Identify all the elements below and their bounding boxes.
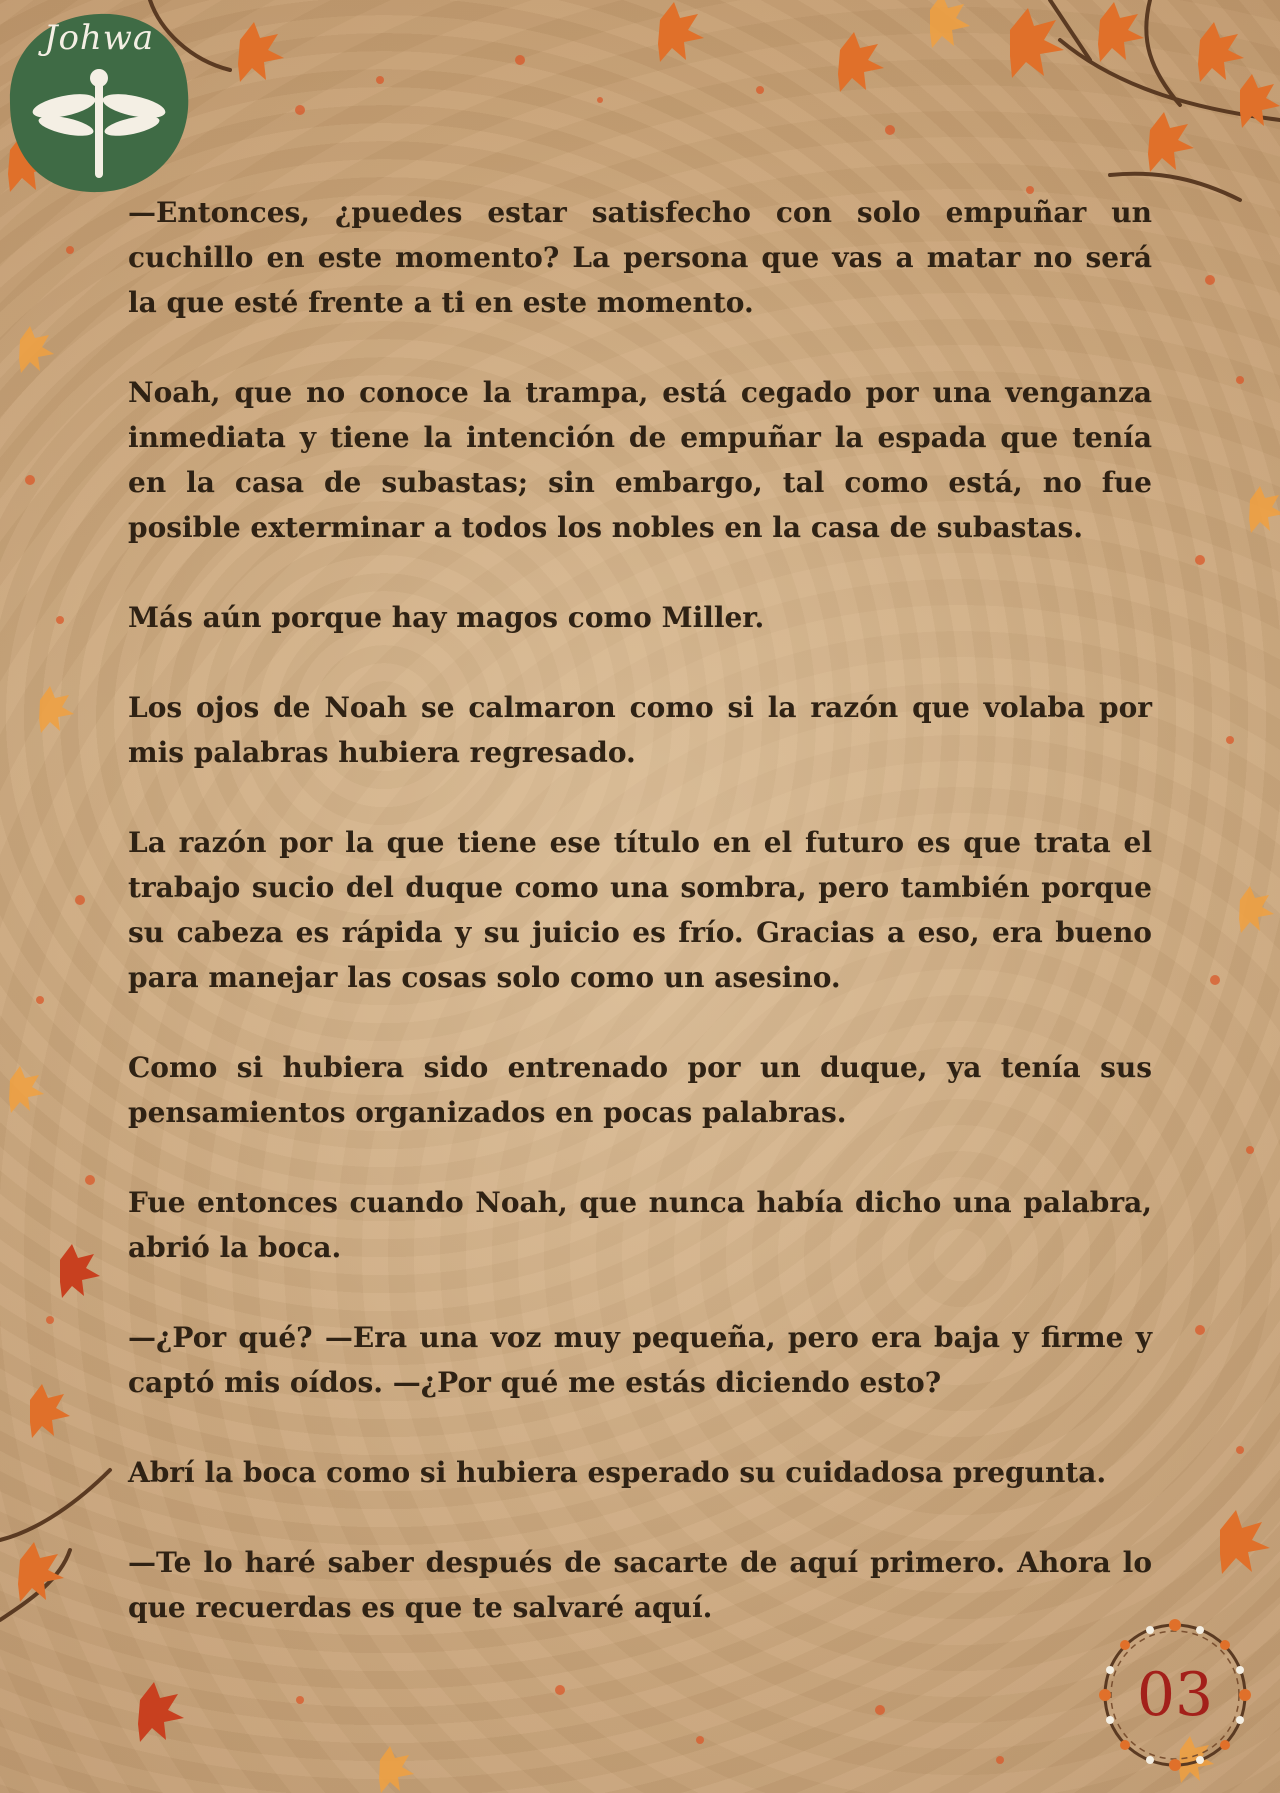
logo-text: Johwa [43,18,155,58]
story-text [128,190,1152,1675]
paragraph: La razón por la que tiene ese título en el futuro es que trata el trabajo sucio del duque como una sombra, pero también porque su cabeza es rápida y su juicio es frío. Gracias a eso, era bueno para manejar las cosas solo como un asesino. [128,826,1152,994]
paragraph: —¿Por qué? —Era una voz muy pequeña, pero era baja y firme y captó mis oídos. —¿Por qué me estás diciendo esto? [128,1321,1152,1399]
paragraph: Los ojos de Noah se calmaron como si la razón que volaba por mis palabras hubiera regresado. [128,691,1152,769]
johwa-logo [4,8,194,198]
paragraph: —Entonces, ¿puedes estar satisfecho con solo empuñar un cuchillo en este momento? La persona que vas a matar no será la que esté frente a ti en este momento. [128,196,1152,319]
paragraph: Abrí la boca como si hubiera esperado su cuidadosa pregunta. [128,1456,1107,1489]
paragraph: Más aún porque hay magos como Miller. [128,601,765,634]
page-number: 03 [1136,1660,1214,1730]
paragraph: Fue entonces cuando Noah, que nunca había dicho una palabra, abrió la boca. [128,1186,1152,1264]
paragraph: Noah, que no conoce la trampa, está cegado por una venganza inmediata y tiene la intención de empuñar la espada que tenía en la casa de subastas; sin embargo, tal como está, no fue posible exterminar a todos los nobles en la casa de subastas. [128,376,1152,544]
paragraph: —Te lo haré saber después de sacarte de aquí primero. Ahora lo que recuerdas es que te salvaré aquí. [128,1546,1152,1624]
page-number-wreath [1085,1605,1265,1785]
paragraph: Como si hubiera sido entrenado por un duque, ya tenía sus pensamientos organizados en pocas palabras. [128,1051,1152,1129]
